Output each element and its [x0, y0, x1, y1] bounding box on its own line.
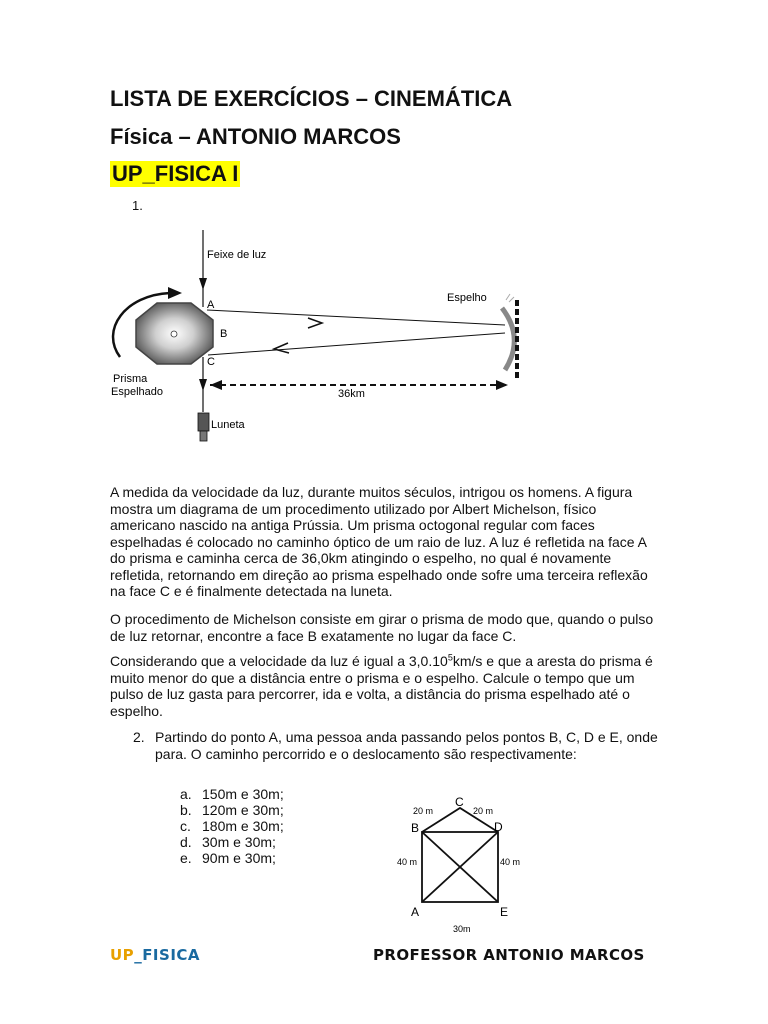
option-letter: c.	[180, 818, 191, 834]
option-text: 30m e 30m;	[202, 834, 276, 850]
question-2	[133, 729, 668, 762]
length-ab: 40 m	[397, 857, 418, 867]
footer-brand-up: UP	[110, 946, 135, 964]
diagram-square	[422, 832, 498, 902]
question-2-options	[180, 786, 284, 866]
option-a	[180, 786, 284, 802]
title-line-3-highlighted: UP_FISICA I	[112, 161, 239, 186]
option-letter: b.	[180, 802, 192, 818]
diagonal-1	[422, 832, 498, 902]
question-1-paragraph-2: O procedimento de Michelson consiste em girar o prisma de modo que, quando o pulso de luz retornar, encontre a face B exatamente no lugar da face C.	[110, 611, 654, 644]
point-b: B	[411, 821, 420, 835]
telescope-eyepiece	[200, 431, 207, 441]
label-telescope: Luneta	[211, 419, 245, 431]
option-letter: d.	[180, 834, 192, 850]
mirror-shine	[506, 294, 514, 302]
option-letter: e.	[180, 850, 192, 866]
return-beam	[208, 333, 505, 355]
telescope-icon	[198, 413, 209, 431]
label-face-b: B	[220, 328, 228, 340]
point-e: E	[500, 905, 509, 919]
diagonal-2	[422, 832, 498, 902]
option-letter: a.	[180, 786, 192, 802]
option-text: 90m e 30m;	[202, 850, 276, 866]
length-ae: 30m	[453, 924, 471, 934]
label-face-a: A	[207, 299, 215, 311]
outgoing-beam-arrow	[308, 318, 322, 328]
option-b	[180, 802, 284, 818]
label-beam: Feixe de luz	[207, 249, 267, 261]
title-line-2: Física – ANTONIO MARCOS	[110, 124, 401, 149]
point-a: A	[411, 905, 420, 919]
question-1-paragraph-3	[110, 653, 665, 719]
outgoing-beam	[207, 310, 505, 325]
question-1-paragraph-1: A medida da velocidade da luz, durante muitos séculos, intrigou os homens. A figura mostra um diagrama de um procedimento utilizado por Albert Michelson, físico americano nascido na antiga Prússia. Um prisma octogonal regular com faces espelhadas é colocado no caminho óptico de um raio de luz. A luz é refletida na face A do prisma e caminha cerca de 36,0km atingindo o espelho, no qual é novamente refletida, retornando em direção ao prisma espelhado onde sofre uma terceira reflexão na face C e é finalmente detectada na luneta.	[110, 484, 648, 599]
footer-professor: PROFESSOR ANTONIO MARCOS	[373, 946, 645, 964]
option-text: 180m e 30m;	[202, 818, 284, 834]
option-d	[180, 834, 284, 850]
length-cd: 20 m	[473, 806, 494, 816]
distance-arrow-left	[210, 380, 222, 390]
length-de: 40 m	[500, 857, 521, 867]
length-bc: 20 m	[413, 806, 434, 816]
return-beam-arrow	[274, 343, 289, 353]
p3-after: km/s e que a aresta do prisma é muito menor do que a distância entre o prisma e o espelho. Calcule o tempo que um pulso de luz gasta para percorrer, ida e volta, a distância do prisma espelhado até o espelho.	[110, 653, 653, 719]
incoming-beam-arrow	[199, 278, 207, 290]
point-d: D	[494, 820, 503, 834]
footer-brand-fisica: _FISICA	[134, 946, 201, 964]
rotation-arrow-head	[168, 287, 182, 299]
label-distance: 36km	[338, 388, 365, 400]
question-2-text: Partindo do ponto A, uma pessoa anda passando pelos pontos B, C, D e E, onde para. O caminho percorrido e o deslocamento são respectivamente:	[155, 729, 658, 762]
p3-exponent: 5	[447, 652, 453, 663]
label-prism-2: Espelhado	[111, 386, 163, 398]
label-prism-1: Prisma	[113, 373, 148, 385]
distance-arrow-right	[496, 380, 508, 390]
point-c: C	[455, 795, 464, 809]
question-2-number: 2.	[133, 729, 145, 745]
footer-brand	[110, 946, 200, 964]
roof	[422, 808, 498, 832]
curved-mirror	[502, 308, 514, 370]
prism-axis	[171, 331, 177, 337]
option-text: 150m e 30m;	[202, 786, 284, 802]
title-line-1: LISTA DE EXERCÍCIOS – CINEMÁTICA	[110, 86, 513, 111]
label-mirror: Espelho	[447, 292, 487, 304]
question-1-number: 1.	[132, 198, 143, 213]
label-face-c: C	[207, 356, 215, 368]
michelson-diagram	[0, 0, 768, 460]
option-c	[180, 818, 284, 834]
beam-to-telescope-arrow	[199, 379, 207, 391]
option-e	[180, 850, 284, 866]
option-text: 120m e 30m;	[202, 802, 284, 818]
p3-before: Considerando que a velocidade da luz é igual a 3,0.10	[110, 653, 448, 669]
